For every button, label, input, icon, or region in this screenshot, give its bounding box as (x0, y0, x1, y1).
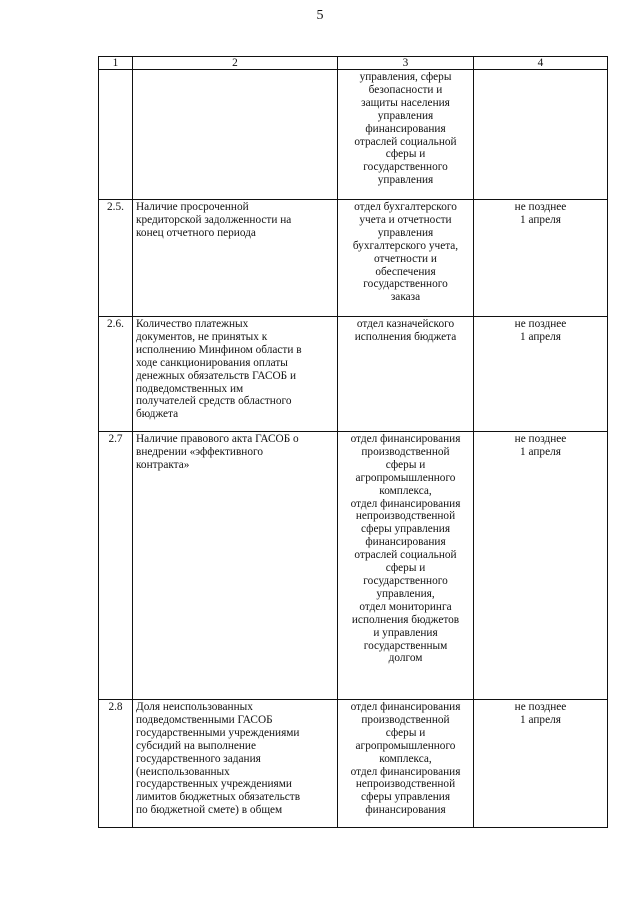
deadline-line: 1 апреля (520, 213, 561, 226)
responsible-department-line: комплекса, (379, 752, 432, 765)
table-row (99, 70, 608, 200)
responsible-department-line: обеспечения (375, 265, 436, 278)
responsible-department (338, 70, 474, 200)
table-row (99, 432, 608, 700)
responsible-department-line: комплекса, (379, 484, 432, 497)
deadline-line: не позднее (514, 701, 567, 713)
criterion-description-line: контракта» (136, 458, 190, 471)
responsible-department-line: финансирования (365, 536, 446, 549)
criterion-description-line: по бюджетной смете) в общем (136, 804, 283, 817)
responsible-department-line: сферы управления (360, 791, 451, 804)
responsible-department-line: управления (377, 109, 434, 122)
deadline-line: 1 апреля (520, 713, 561, 726)
deadline (474, 70, 608, 200)
deadline-line: 1 апреля (520, 330, 561, 343)
column-header-1: 1 (99, 57, 133, 70)
responsible-department-line: сферы и (385, 458, 426, 471)
deadline (474, 200, 608, 317)
deadline-line: не позднее (514, 318, 567, 330)
criterion-description (133, 317, 338, 432)
table-row (99, 317, 608, 432)
responsible-department-line: отраслей социальной (354, 135, 457, 148)
deadline (474, 700, 608, 828)
table-header-row (99, 57, 608, 70)
row-number: 2.5. (99, 200, 133, 317)
responsible-department-line: государственным (363, 639, 448, 652)
responsible-department-line: управления (377, 174, 434, 187)
row-number (99, 70, 133, 200)
column-header-2: 2 (133, 57, 338, 70)
criterion-description (133, 70, 338, 200)
column-header-4: 4 (474, 57, 608, 70)
responsible-department-line: управления, сферы (359, 71, 452, 83)
responsible-department-line: безопасности и (368, 83, 443, 96)
responsible-department-line: управления (377, 226, 434, 239)
criterion-description-line: лимитов бюджетных обязательств (136, 791, 301, 804)
deadline (474, 317, 608, 432)
criterion-description-line: конец отчетного периода (136, 226, 256, 239)
criterion-description-line: подведомственных им (136, 382, 244, 395)
criterion-description-line: исполнению Минфином области в (136, 343, 302, 356)
responsible-department-line: государственного (363, 161, 448, 174)
responsible-department-line: финансирования (365, 804, 446, 817)
criterion-description-line: внедрении «эффективного (136, 445, 263, 458)
responsible-department-line: непроизводственной (355, 510, 456, 523)
responsible-department-line: финансирования (365, 122, 446, 135)
criteria-table (98, 56, 608, 828)
column-header-3: 3 (338, 57, 474, 70)
responsible-department (338, 200, 474, 317)
deadline (474, 432, 608, 700)
criterion-description-line: ходе санкционирования оплаты (136, 356, 288, 369)
responsible-department-line: сферы и (385, 148, 426, 161)
responsible-department-line: управления, (376, 587, 435, 600)
responsible-department-line: агропромышленного (355, 471, 456, 484)
criterion-description-line: Доля неиспользованных (136, 701, 253, 713)
criterion-description-line: документов, не принятых к (136, 330, 268, 343)
criterion-description-line: государственного задания (136, 752, 261, 765)
table-row (99, 200, 608, 317)
responsible-department-line: исполнения бюджетов (351, 613, 460, 626)
responsible-department-line: заказа (390, 291, 421, 304)
deadline-line: 1 апреля (520, 445, 561, 458)
responsible-department-line: непроизводственной (355, 778, 456, 791)
criterion-description-line: Наличие просроченной (136, 201, 249, 213)
criterion-description-line: подведомственными ГАСОБ (136, 713, 273, 726)
criterion-description (133, 432, 338, 700)
responsible-department-line: отраслей социальной (354, 549, 457, 562)
deadline-line: не позднее (514, 201, 567, 213)
responsible-department-line: исполнения бюджета (354, 330, 457, 343)
criterion-description-line: субсидий на выполнение (136, 739, 256, 752)
responsible-department-line: отдел мониторинга (359, 600, 452, 613)
criterion-description-line: денежных обязательств ГАСОБ и (136, 369, 297, 382)
responsible-department-line: отдел бухгалтерского (354, 201, 457, 213)
criterion-description-line: (неиспользованных (136, 765, 230, 778)
responsible-department-line: государственного (363, 574, 448, 587)
responsible-department-line: сферы управления (360, 523, 451, 536)
responsible-department-line: производственной (361, 713, 450, 726)
row-number: 2.8 (99, 700, 133, 828)
row-number: 2.6. (99, 317, 133, 432)
table-row (99, 700, 608, 828)
responsible-department-line: отдел финансирования (350, 765, 461, 778)
responsible-department-line: отдел финансирования (350, 701, 461, 713)
responsible-department-line: производственной (361, 445, 450, 458)
criterion-description-line: Наличие правового акта ГАСОБ о (136, 433, 299, 445)
page-number: 5 (316, 8, 324, 23)
criterion-description-line: государственными учреждениями (136, 726, 300, 739)
criterion-description-line: получателей средств областного (136, 395, 292, 408)
responsible-department-line: отдел финансирования (350, 497, 461, 510)
responsible-department (338, 317, 474, 432)
responsible-department-line: отдел казначейского (356, 318, 455, 330)
responsible-department-line: агропромышленного (355, 739, 456, 752)
responsible-department-line: бухгалтерского учета, (352, 239, 459, 252)
responsible-department-line: сферы и (385, 726, 426, 739)
responsible-department-line: учета и отчетности (359, 213, 452, 226)
criterion-description-line: бюджета (136, 408, 179, 421)
responsible-department-line: отчетности и (374, 252, 437, 265)
criterion-description (133, 700, 338, 828)
row-number: 2.7 (99, 432, 133, 700)
criterion-description (133, 200, 338, 317)
responsible-department-line: долгом (388, 652, 423, 665)
responsible-department-line: защиты населения (361, 96, 450, 109)
criterion-description-line: Количество платежных (136, 318, 249, 330)
responsible-department-line: государственного (363, 278, 448, 291)
responsible-department-line: и управления (373, 626, 438, 639)
responsible-department-line: отдел финансирования (350, 433, 461, 445)
responsible-department-line: сферы и (385, 562, 426, 575)
responsible-department (338, 700, 474, 828)
criterion-description-line: государственных учреждениями (136, 778, 292, 791)
responsible-department (338, 432, 474, 700)
criterion-description-line: кредиторской задолженности на (136, 213, 292, 226)
deadline-line: не позднее (514, 433, 567, 445)
